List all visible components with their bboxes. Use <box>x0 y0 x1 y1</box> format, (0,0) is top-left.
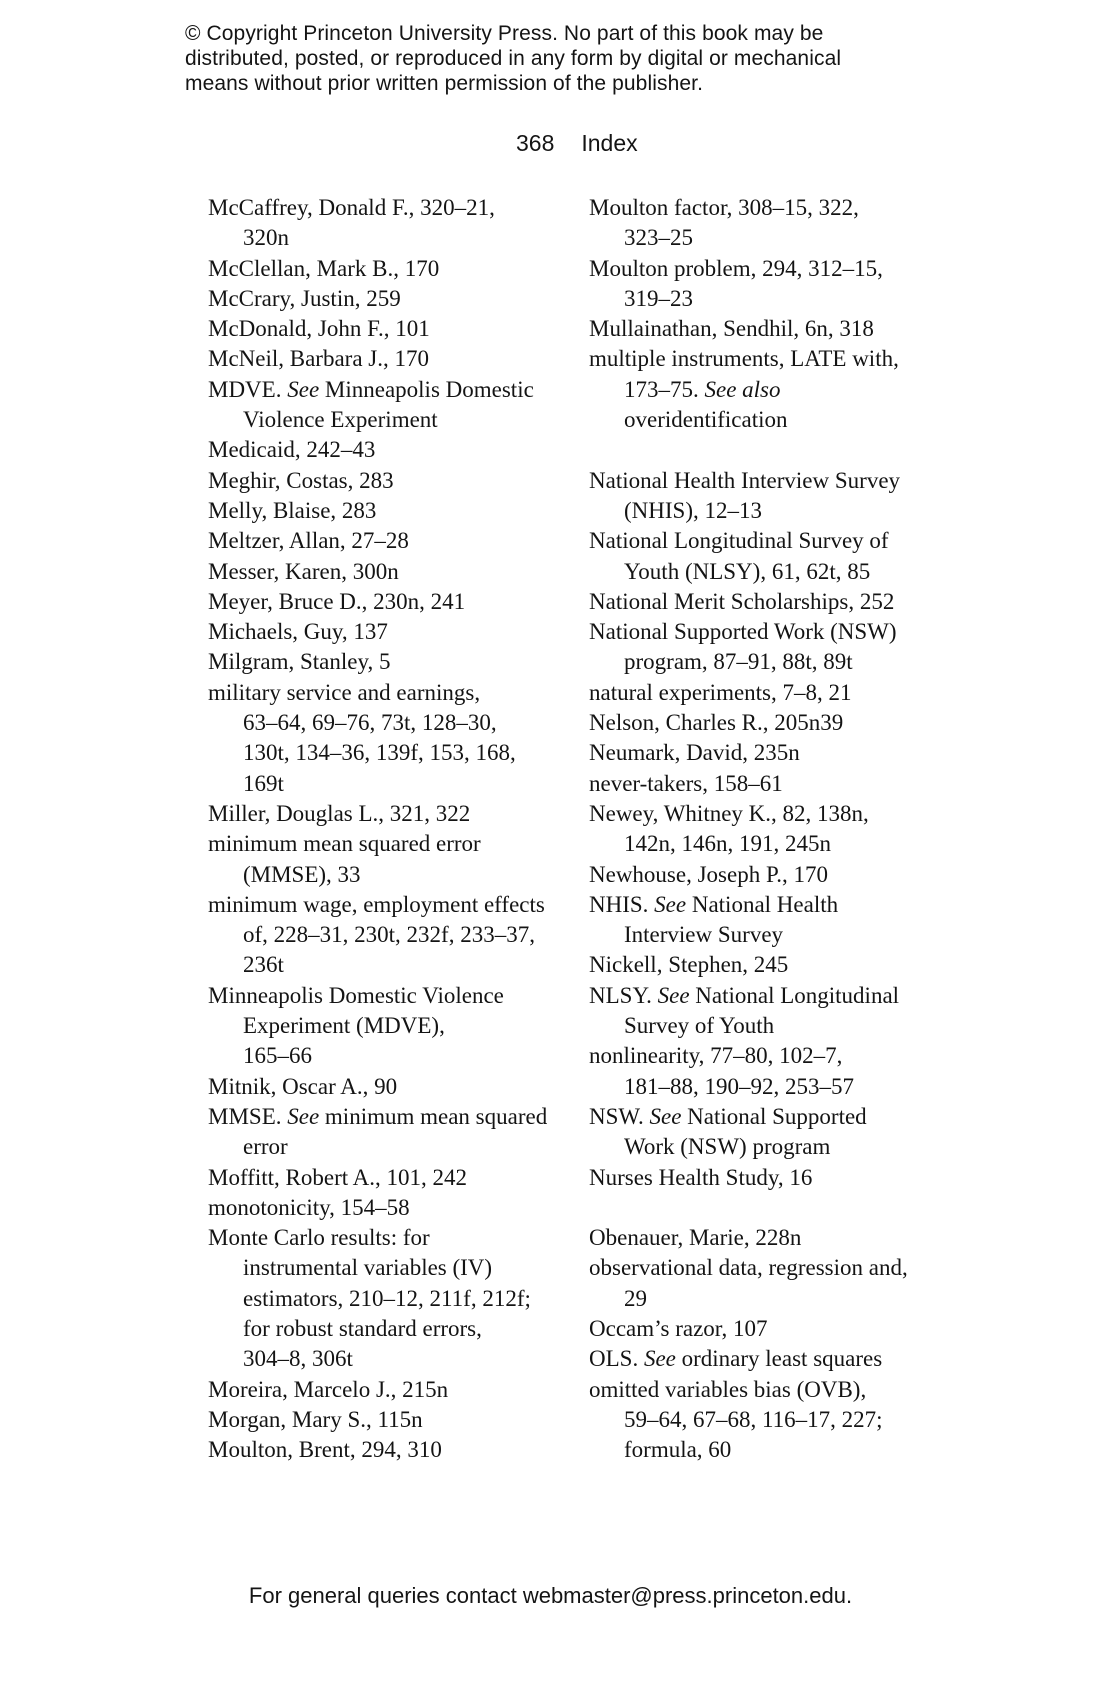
index-entry-line: 165–66 <box>243 1043 312 1069</box>
index-entry-line: Mullainathan, Sendhil, 6n, 318 <box>589 316 874 342</box>
index-entry-line: Mitnik, Oscar A., 90 <box>208 1073 398 1099</box>
index-entry-line: McCrary, Justin, 259 <box>208 285 401 311</box>
index-entry-line: minimum wage, employment effects <box>208 891 545 917</box>
index-entry-line: 142n, 146n, 191, 245n <box>624 831 831 857</box>
index-entry-line: 63–64, 69–76, 73t, 128–30, <box>243 710 497 736</box>
index-entry-line: Experiment (MDVE), <box>243 1013 445 1039</box>
index-entry-line: Occam’s razor, 107 <box>589 1315 768 1341</box>
index-entry-line: 173–75. See also <box>624 376 781 402</box>
index-entry-line: Survey of Youth <box>624 1013 775 1039</box>
index-column-right <box>589 193 949 1465</box>
index-entry-line: National Merit Scholarships, 252 <box>589 588 895 614</box>
index-entry-line: estimators, 210–12, 211f, 212f; <box>243 1285 531 1311</box>
index-entry-line: error <box>243 1134 288 1160</box>
index-entry-line: Nickell, Stephen, 245 <box>589 952 789 978</box>
index-entry-line: 304–8, 306t <box>243 1346 353 1372</box>
index-entry-line: Nurses Health Study, 16 <box>589 1164 813 1190</box>
copyright-line: distributed, posted, or reproduced in any form by digital or mechanical <box>185 47 842 70</box>
index-entry-line: Newey, Whitney K., 82, 138n, <box>589 800 869 826</box>
index-entry-line: Monte Carlo results: for <box>208 1225 430 1251</box>
index-entry-line: observational data, regression and, <box>589 1255 908 1281</box>
index-entry-line: omitted variables bias (OVB), <box>589 1376 867 1402</box>
index-entry-line: Meltzer, Allan, 27–28 <box>208 528 409 554</box>
index-entry-line: Moreira, Marcelo J., 215n <box>208 1376 449 1402</box>
index-entry-line: Moffitt, Robert A., 101, 242 <box>208 1164 467 1190</box>
index-entry-line: of, 228–31, 230t, 232f, 233–37, <box>243 922 535 948</box>
index-entry-line: Messer, Karen, 300n <box>208 558 399 584</box>
index-entry-line: Milgram, Stanley, 5 <box>208 649 391 675</box>
index-entry-line: National Health Interview Survey <box>589 467 901 493</box>
index-entry-line: 130t, 134–36, 139f, 153, 168, <box>243 740 516 766</box>
index-entry-line: Obenauer, Marie, 228n <box>589 1225 802 1251</box>
index-entry-line: never-takers, 158–61 <box>589 770 783 796</box>
index-entry-line: OLS. See ordinary least squares <box>589 1346 883 1372</box>
index-spacer-line <box>589 1193 949 1223</box>
index-entry-line: (MMSE), 33 <box>243 861 361 887</box>
index-entry-line: McDonald, John F., 101 <box>208 316 430 342</box>
page-number: 368 <box>516 130 555 156</box>
index-entry-line: multiple instruments, LATE with, <box>589 346 899 372</box>
index-spacer-line <box>589 435 949 465</box>
copyright-line: © Copyright Princeton University Press. No part of this book may be <box>185 22 824 45</box>
index-entry-line: nonlinearity, 77–80, 102–7, <box>589 1043 843 1069</box>
section-title: Index <box>581 130 638 156</box>
index-entry-line: 29 <box>624 1285 647 1311</box>
footer-contact: For general queries contact webmaster@press.princeton.edu. <box>248 1583 853 1608</box>
index-entry-line: (NHIS), 12–13 <box>624 497 762 523</box>
index-entry-line: 236t <box>243 952 284 978</box>
index-entry-line: McNeil, Barbara J., 170 <box>208 346 429 372</box>
index-entry-line: Youth (NLSY), 61, 62t, 85 <box>624 558 871 584</box>
index-entry-line: Medicaid, 242–43 <box>208 437 376 463</box>
index-entry-line: instrumental variables (IV) <box>243 1255 493 1281</box>
index-entry-line: Miller, Douglas L., 321, 322 <box>208 800 471 826</box>
index-entry-line: Melly, Blaise, 283 <box>208 497 377 523</box>
index-entry-line: Neumark, David, 235n <box>589 740 800 766</box>
index-entry-line: 319–23 <box>624 285 693 311</box>
index-entry-line: McCaffrey, Donald F., 320–21, <box>208 195 495 220</box>
index-entry-line: 169t <box>243 770 284 796</box>
index-entry-line: McClellan, Mark B., 170 <box>208 255 440 281</box>
copyright-line: means without prior written permission of the publisher. <box>185 72 704 95</box>
index-entry-line: National Supported Work (NSW) <box>589 619 897 645</box>
index-entry-line: Violence Experiment <box>243 407 438 433</box>
index-entry-line: Nelson, Charles R., 205n39 <box>589 710 844 736</box>
index-entry-line: Moulton problem, 294, 312–15, <box>589 255 883 281</box>
index-entry-line: Meghir, Costas, 283 <box>208 467 394 493</box>
page-header <box>516 130 638 157</box>
copyright-notice <box>185 21 841 96</box>
index-entry-line: natural experiments, 7–8, 21 <box>589 679 852 705</box>
index-entry-line: 323–25 <box>624 225 693 251</box>
index-entry-line: Minneapolis Domestic Violence <box>208 982 504 1008</box>
index-entry-line: NLSY. See National Longitudinal <box>589 982 900 1008</box>
index-entry-line: Moulton, Brent, 294, 310 <box>208 1437 442 1463</box>
index-entry-line: program, 87–91, 88t, 89t <box>624 649 853 675</box>
index-entry-line: NHIS. See National Health <box>589 891 839 917</box>
index-entry-line: Meyer, Bruce D., 230n, 241 <box>208 588 466 614</box>
index-entry-line: military service and earnings, <box>208 679 481 705</box>
index-entry-line: Newhouse, Joseph P., 170 <box>589 861 828 887</box>
index-entry-line: Michaels, Guy, 137 <box>208 619 388 645</box>
index-entry-line: 181–88, 190–92, 253–57 <box>624 1073 854 1099</box>
index-entry-line: monotonicity, 154–58 <box>208 1194 410 1220</box>
index-entry-line: National Longitudinal Survey of <box>589 528 889 554</box>
index-entry-line: minimum mean squared error <box>208 831 481 857</box>
index-entry-line: formula, 60 <box>624 1437 732 1463</box>
index-entry-line: Interview Survey <box>624 922 784 948</box>
index-entry-line: Work (NSW) program <box>624 1134 831 1160</box>
index-entry-line: 320n <box>243 225 289 251</box>
index-entry-line: NSW. See National Supported <box>589 1103 867 1129</box>
index-entry-line: Morgan, Mary S., 115n <box>208 1406 423 1432</box>
index-entry-line: for robust standard errors, <box>243 1315 482 1341</box>
index-entry-line: MMSE. See minimum mean squared <box>208 1103 548 1129</box>
index-entry-line: overidentification <box>624 407 788 433</box>
index-entry-line: Moulton factor, 308–15, 322, <box>589 195 859 220</box>
index-entry-line: MDVE. See Minneapolis Domestic <box>208 376 534 402</box>
index-entry-line: 59–64, 67–68, 116–17, 227; <box>624 1406 883 1432</box>
index-column-left <box>208 193 573 1465</box>
